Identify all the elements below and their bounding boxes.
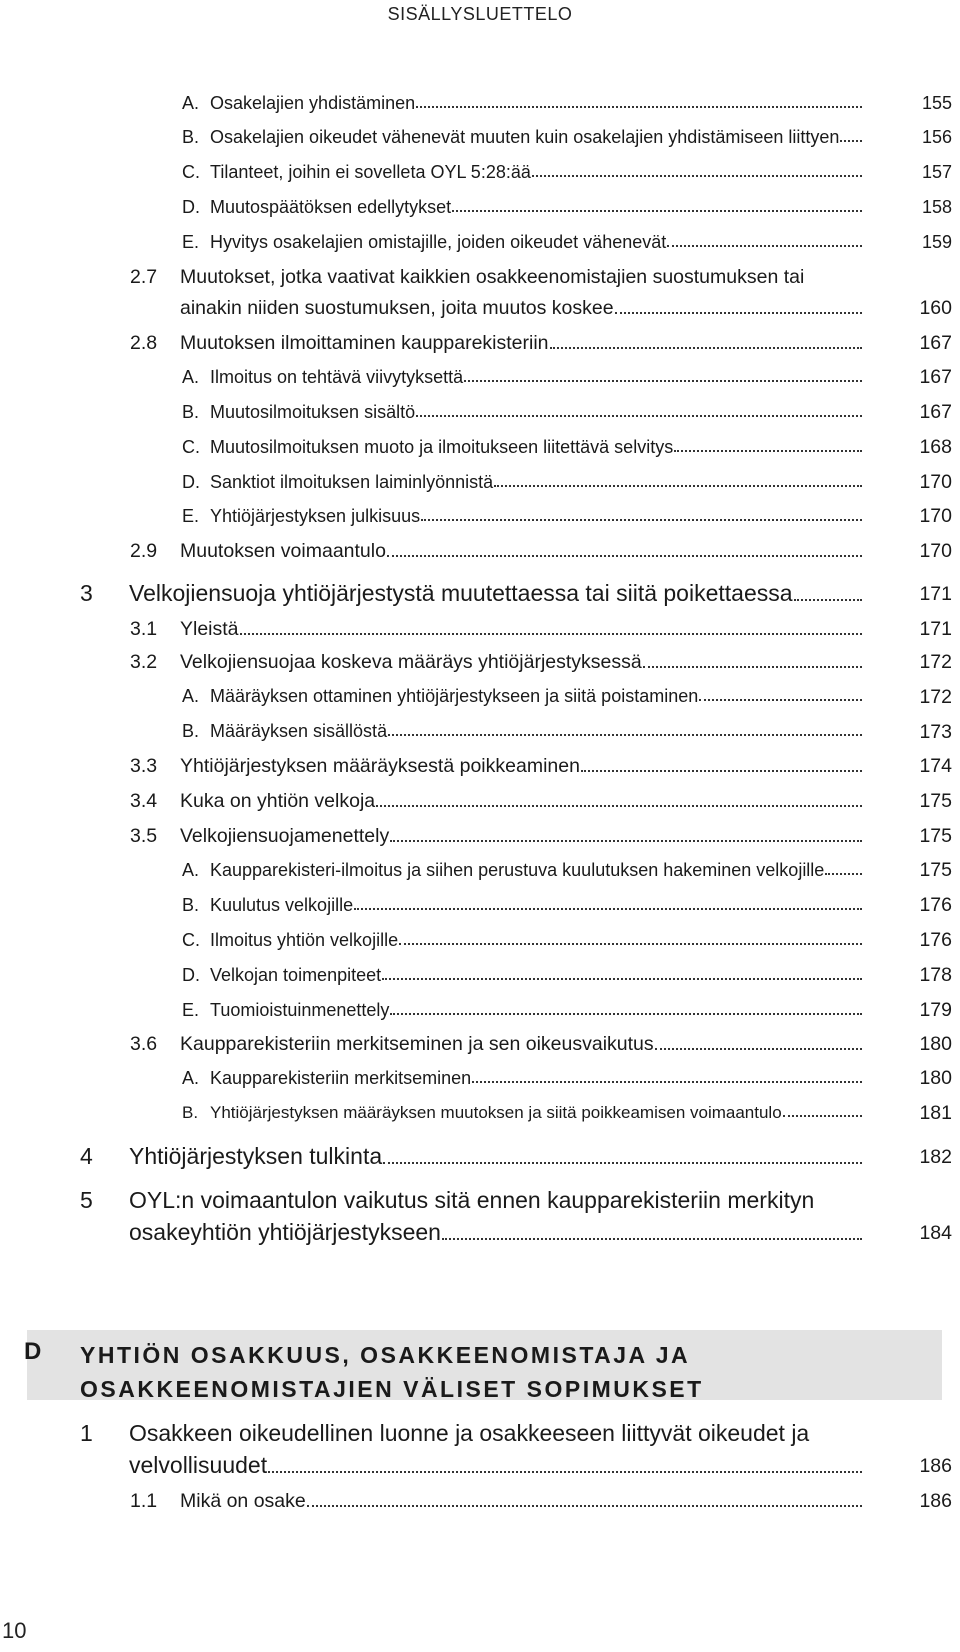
entry-number: E.	[182, 232, 200, 252]
toc-entry[interactable]	[182, 1000, 862, 1021]
toc-entry[interactable]	[182, 367, 862, 388]
part-title: YHTIÖN OSAKKUUS, OSAKKEENOMISTAJA JA OSAKKEENOMISTAJIEN VÄLISET SOPIMUKSET	[80, 1342, 704, 1402]
dot-leader	[388, 733, 862, 736]
dot-leader	[550, 346, 862, 349]
chapter-number: 3	[80, 580, 93, 606]
entry-title: Osakelajien oikeudet vähenevät muuten kuin osakelajien yhdistämiseen liittyen	[210, 127, 840, 147]
entry-number: D.	[182, 197, 200, 217]
entry-page: 155	[921, 93, 952, 113]
entry-number: D.	[182, 472, 200, 492]
toc-entry[interactable]	[182, 895, 862, 916]
entry-title: Yhtiöjärjestyksen määräyksen muutoksen ja siitä poikkeamisen voimaantulo	[210, 1103, 782, 1122]
dot-leader	[794, 598, 862, 601]
chapter-page: 186	[919, 1455, 952, 1477]
chapter-number: 1	[80, 1420, 93, 1446]
entry-number: A.	[182, 1068, 200, 1088]
entry-number: B.	[182, 721, 200, 741]
dot-leader	[399, 942, 862, 945]
dot-leader	[390, 1012, 862, 1015]
toc-entry[interactable]	[182, 1103, 862, 1123]
entry-page: 170	[919, 471, 952, 493]
toc-chapter[interactable]	[80, 580, 862, 607]
chapter-page: 171	[919, 583, 952, 605]
dot-leader	[667, 244, 862, 247]
dot-leader	[240, 632, 862, 635]
toc-entry[interactable]	[182, 127, 862, 148]
toc-entry[interactable]	[182, 402, 862, 423]
dot-leader	[390, 839, 862, 842]
dot-leader	[825, 872, 862, 875]
toc-entry[interactable]	[130, 618, 862, 641]
entry-page: 172	[919, 686, 952, 708]
entry-title: Kaupparekisteriin merkitseminen	[210, 1068, 472, 1088]
entry-title: Muutosilmoituksen muoto ja ilmoitukseen liitettävä selvitys	[210, 437, 674, 457]
entry-number: A.	[182, 367, 200, 387]
toc-entry[interactable]	[130, 1490, 862, 1513]
chapter-title-line1: OYL:n voimaantulon vaikutus sitä ennen kaupparekisteriin merkityn	[129, 1187, 815, 1213]
entry-number: 3.1	[130, 618, 158, 640]
toc-entry[interactable]	[182, 232, 862, 253]
toc-entry[interactable]	[182, 965, 862, 986]
entry-number: C.	[182, 162, 200, 182]
toc-entry[interactable]	[130, 540, 862, 563]
toc-entry[interactable]	[182, 506, 862, 527]
dot-leader	[416, 414, 862, 417]
entry-title: Velkojiensuojaa koskeva määräys yhtiöjärjestyksessä	[180, 651, 642, 673]
dot-leader	[354, 907, 862, 910]
toc-entry[interactable]	[182, 721, 862, 742]
chapter-page: 184	[919, 1222, 952, 1244]
entry-number: A.	[182, 686, 200, 706]
entry-page: 175	[919, 790, 952, 812]
entry-page: 174	[919, 755, 952, 777]
entry-title: ainakin niiden suostumuksen, joita muutos koskee	[180, 297, 614, 319]
entry-page: 167	[919, 366, 952, 388]
entry-number: 2.9	[130, 540, 158, 562]
dot-leader	[615, 311, 862, 314]
chapter-number: 4	[80, 1143, 93, 1169]
entry-number: 3.2	[130, 651, 158, 673]
dot-leader	[643, 665, 862, 668]
entry-number: 3.3	[130, 755, 158, 777]
toc-entry[interactable]	[182, 197, 862, 218]
toc-chapter[interactable]	[129, 1452, 862, 1479]
dot-leader	[655, 1047, 862, 1050]
dot-leader	[699, 698, 862, 701]
toc-entry[interactable]	[182, 1068, 862, 1089]
entry-number: 3.4	[130, 790, 158, 812]
entry-title-line1: Muutokset, jotka vaativat kaikkien osakkeenomistajien suostumuksen tai	[180, 266, 805, 288]
toc-entry[interactable]	[130, 790, 862, 813]
entry-page: 156	[921, 127, 952, 147]
entry-page: 179	[919, 999, 952, 1021]
dot-leader	[532, 174, 862, 177]
entry-page: 167	[919, 332, 952, 354]
chapter-title: osakeyhtiön yhtiöjärjestykseen	[129, 1219, 441, 1245]
entry-number: A.	[182, 860, 200, 880]
entry-title: Määräyksen ottaminen yhtiöjärjestykseen ja siitä poistaminen	[210, 686, 699, 706]
entry-title: Muutospäätöksen edellytykset	[210, 197, 452, 217]
dot-leader	[452, 209, 862, 212]
entry-number: 3.6	[130, 1033, 158, 1055]
entry-page: 171	[919, 618, 952, 640]
entry-title: Määräyksen sisällöstä	[210, 721, 388, 741]
entry-number: 3.5	[130, 825, 158, 847]
entry-page: 172	[919, 651, 952, 673]
entry-title: Ilmoitus on tehtävä viivytyksettä	[210, 367, 464, 387]
entry-title: Sanktiot ilmoituksen laiminlyönnistä	[210, 472, 494, 492]
toc-entry[interactable]	[182, 437, 862, 458]
toc-chapter[interactable]	[129, 1219, 862, 1246]
entry-title: Muutoksen ilmoittaminen kaupparekisteriin	[180, 332, 549, 354]
toc-entry-line1[interactable]	[130, 266, 862, 289]
entry-page: 176	[919, 929, 952, 951]
entry-page: 176	[919, 894, 952, 916]
entry-title: Hyvitys osakelajien omistajille, joiden oikeudet vähenevät	[210, 232, 667, 252]
entry-page: 167	[919, 401, 952, 423]
entry-title: Kaupparekisteri-ilmoitus ja siihen perustuva kuulutuksen hakeminen velkojille	[210, 860, 825, 880]
entry-title: Yhtiöjärjestyksen määräyksestä poikkeaminen	[180, 755, 580, 777]
entry-page: 160	[919, 297, 952, 319]
toc-entry[interactable]	[130, 1033, 862, 1056]
entry-page: 180	[919, 1067, 952, 1089]
toc-entry[interactable]	[130, 651, 862, 674]
entry-title: Kaupparekisteriin merkitseminen ja sen oikeusvaikutus	[180, 1033, 654, 1055]
entry-number: B.	[182, 402, 200, 422]
entry-title: Mikä on osake	[180, 1490, 306, 1512]
entry-title: Velkojan toimenpiteet	[210, 965, 382, 985]
part-letter: D	[24, 1338, 44, 1365]
entry-page: 157	[921, 162, 952, 182]
entry-page: 170	[919, 505, 952, 527]
entry-number: E.	[182, 1000, 200, 1020]
toc-entry[interactable]	[182, 162, 862, 183]
toc-entry[interactable]	[180, 297, 862, 320]
toc-entry[interactable]	[182, 472, 862, 493]
entry-number: A.	[182, 93, 200, 113]
entry-title: Muutoksen voimaantulo	[180, 540, 386, 562]
dot-leader	[387, 554, 862, 557]
entry-page: 175	[919, 825, 952, 847]
toc-entry[interactable]	[182, 686, 862, 707]
toc-entry[interactable]	[182, 93, 862, 114]
entry-title: Kuulutus velkojille	[210, 895, 354, 915]
dot-leader	[464, 379, 862, 382]
entry-page: 158	[921, 197, 952, 217]
entry-page: 159	[921, 232, 952, 252]
entry-title: Tilanteet, joihin ei sovelleta OYL 5:28:ää	[210, 162, 531, 182]
dot-leader	[472, 1080, 862, 1083]
entry-title: Ilmoitus yhtiön velkojille	[210, 930, 399, 950]
running-head: SISÄLLYSLUETTELO	[387, 4, 573, 24]
dot-leader	[421, 518, 862, 521]
entry-title: Muutosilmoituksen sisältö	[210, 402, 416, 422]
entry-number: 2.8	[130, 332, 158, 354]
dot-leader	[268, 1470, 862, 1473]
toc-entry[interactable]	[130, 755, 862, 778]
entry-page: 168	[919, 436, 952, 458]
dot-leader	[442, 1237, 862, 1240]
entry-page: 186	[919, 1490, 952, 1512]
toc-chapter-line1[interactable]	[80, 1420, 809, 1447]
toc-entry[interactable]	[130, 825, 862, 848]
dot-leader	[382, 977, 862, 980]
chapter-title: velvollisuudet	[129, 1452, 268, 1478]
entry-page: 178	[919, 964, 952, 986]
dot-leader	[376, 804, 862, 807]
entry-number: B.	[182, 127, 200, 147]
entry-page: 181	[919, 1102, 952, 1124]
entry-title: Kuka on yhtiön velkoja	[180, 790, 376, 812]
entry-page: 173	[919, 721, 952, 743]
entry-title: Osakelajien yhdistäminen	[210, 93, 416, 113]
entry-number: 1.1	[130, 1490, 158, 1512]
entry-page: 175	[919, 859, 952, 881]
dot-leader	[783, 1114, 862, 1117]
entry-page: 180	[919, 1033, 952, 1055]
dot-leader	[416, 105, 862, 108]
chapter-title-line1: Osakkeen oikeudellinen luonne ja osakkeeseen liittyvät oikeudet ja	[129, 1420, 810, 1446]
entry-number: C.	[182, 930, 200, 950]
entry-number: C.	[182, 437, 200, 457]
dot-leader	[383, 1161, 862, 1164]
dot-leader	[581, 769, 862, 772]
dot-leader	[307, 1504, 862, 1507]
entry-number: E.	[182, 506, 200, 526]
entry-title: Yhtiöjärjestyksen julkisuus	[210, 506, 421, 526]
entry-title: Tuomioistuinmenettely	[210, 1000, 390, 1020]
entry-number: D.	[182, 965, 200, 985]
dot-leader	[674, 449, 862, 452]
entry-title: Yleistä	[180, 618, 239, 640]
chapter-page: 182	[919, 1146, 952, 1168]
entry-number: B.	[182, 895, 200, 915]
toc-entry[interactable]	[182, 930, 862, 951]
chapter-title: Velkojiensuoja yhtiöjärjestystä muutettaessa tai siitä poikettaessa	[129, 580, 793, 606]
chapter-number: 5	[80, 1187, 93, 1213]
toc-entry[interactable]	[182, 860, 862, 881]
toc-entry[interactable]	[130, 332, 862, 355]
dot-leader	[840, 139, 862, 142]
entry-title: Velkojiensuojamenettely	[180, 825, 390, 847]
entry-page: 170	[919, 540, 952, 562]
entry-number: B.	[182, 1103, 199, 1122]
chapter-title: Yhtiöjärjestyksen tulkinta	[129, 1143, 383, 1169]
toc-chapter-line1[interactable]	[80, 1187, 814, 1214]
entry-number: 2.7	[130, 266, 158, 288]
page-number: 10	[2, 1618, 27, 1643]
toc-chapter[interactable]	[80, 1143, 862, 1170]
dot-leader	[494, 484, 862, 487]
